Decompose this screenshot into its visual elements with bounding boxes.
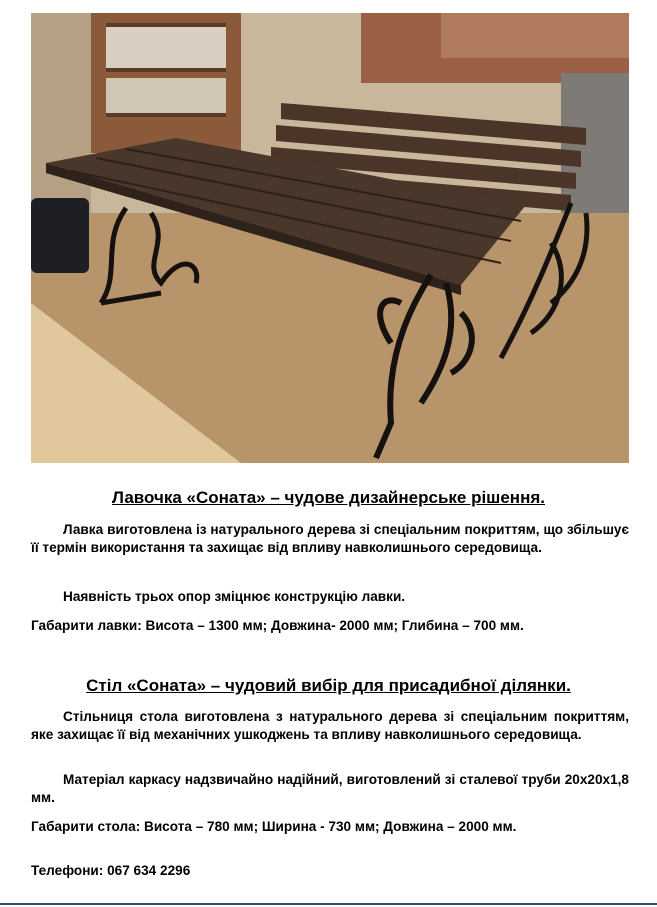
bottom-divider: [0, 903, 657, 905]
table-frame: Матеріал каркасу надзвичайно надійний, виготовлений зі сталевої труби 20х20х1,8 мм.: [31, 772, 629, 805]
bench-table-photo: [31, 13, 629, 463]
phone-contacts: Телефони: 067 634 2296: [31, 863, 191, 878]
table-heading: Стіл «Соната» – чудовий вибір для присадибної ділянки.: [86, 676, 571, 695]
bench-description: Лавка виготовлена із натурального дерева зі спеціальним покриттям, що збільшує її термін використання та захищає від впливу навколишнього середовища.: [31, 522, 629, 555]
product-photo: [31, 13, 629, 463]
table-dimensions: Габарити стола: Висота – 780 мм; Ширина - 730 мм; Довжина – 2000 мм.: [31, 819, 517, 834]
bench-dimensions: Габарити лавки: Висота – 1300 мм; Довжина- 2000 мм; Глибина – 700 мм.: [31, 618, 524, 633]
bench-supports: Наявність трьох опор зміцнює конструкцію лавки.: [63, 589, 406, 604]
table-description: Стільниця стола виготовлена з натурального дерева зі спеціальним покриттям, яке захищає її від механічних ушкоджень та впливу навколишнього середовища.: [31, 709, 629, 742]
bench-heading: Лавочка «Соната» – чудове дизайнерське рішення.: [112, 488, 545, 507]
